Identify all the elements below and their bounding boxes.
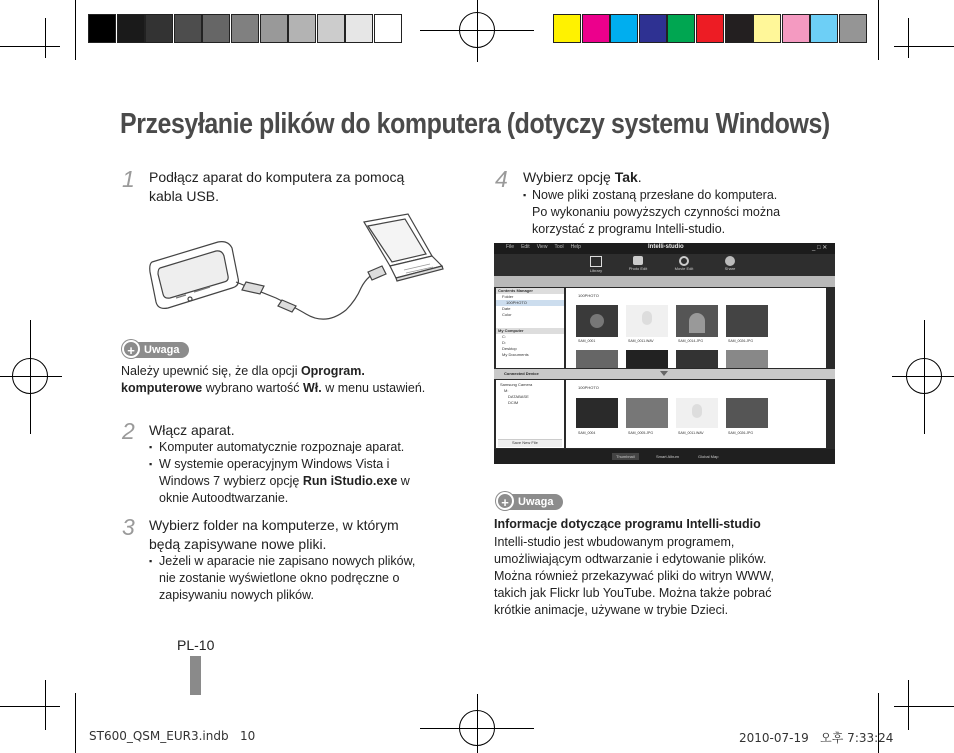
top-thumbnail-pane — [566, 288, 826, 368]
step-number: 1 — [122, 166, 135, 192]
thumbnail-caption: SAM_0004 — [578, 431, 596, 435]
color-swatch — [202, 14, 230, 43]
step-number: 2 — [122, 418, 135, 444]
note-text: Intelli-studio jest wbudowanym programem, umożliwiającym odtwarzanie i edytowanie plików. Można również przekazywać pliki do witryn WWW, takich jak Flickr lub YouTube. Można także pobrać krótkie animacje, używane w trybie Dzieci. — [494, 535, 774, 617]
crop-mark — [75, 0, 76, 60]
color-swatch — [117, 14, 145, 43]
color-swatch — [317, 14, 345, 43]
step-text: Włącz aparat. — [149, 422, 235, 438]
thumbnail-caption: SAM_0026.JPG — [728, 431, 754, 435]
thumbnail[interactable] — [626, 350, 668, 368]
crop-mark — [45, 18, 46, 58]
note-heading: Informacje dotyczące programu Intelli-studio — [494, 517, 761, 531]
note-text: Należy upewnić się, że dla opcji Oprogram. komputerowe wybrano wartość Wł. w menu ustawień. — [121, 364, 426, 395]
color-swatch — [610, 14, 638, 43]
crop-mark — [878, 0, 879, 60]
crop-mark — [894, 46, 954, 47]
bullet-icon: ▪ — [149, 459, 153, 469]
bullet-text: Komputer automatycznie rozpoznaje aparat. — [159, 440, 405, 454]
bullet-icon: ▪ — [149, 442, 153, 452]
thumbnail-caption: SAM_0001 — [578, 339, 596, 343]
thumbnail[interactable] — [626, 305, 668, 337]
note-badge: + Uwaga — [496, 494, 563, 510]
note-badge: + Uwaga — [122, 342, 189, 358]
crop-mark — [0, 706, 60, 707]
thumbnail[interactable] — [726, 398, 768, 428]
crop-mark — [75, 693, 76, 753]
thumbnail[interactable] — [726, 350, 768, 368]
crop-mark — [908, 18, 909, 58]
thumbnail-caption: SAM_0014.JPG — [678, 339, 704, 343]
side-tab — [190, 656, 201, 695]
chevron-down-icon[interactable] — [660, 371, 668, 376]
plus-icon: + — [496, 492, 514, 510]
registration-mark — [477, 694, 478, 753]
mode-toolbar — [494, 254, 835, 276]
crop-mark — [908, 680, 909, 730]
color-swatch — [839, 14, 867, 43]
color-swatch — [145, 14, 173, 43]
bottom-tree-pane: Samsung Camera M: DATABASE DCIM Save New File — [496, 380, 564, 448]
step-number: 3 — [122, 514, 135, 540]
color-swatch — [231, 14, 259, 43]
thumbnail-caption: SAM_0026.JPG — [728, 339, 754, 343]
color-swatch — [696, 14, 724, 43]
color-swatch — [174, 14, 202, 43]
color-swatch — [753, 14, 781, 43]
thumbnail[interactable] — [676, 305, 718, 337]
registration-mark — [0, 376, 62, 377]
mode-movie-edit[interactable]: Movie Edit — [670, 256, 698, 271]
thumbnail[interactable] — [676, 398, 718, 428]
crop-mark — [0, 46, 60, 47]
intelli-studio-screenshot — [494, 243, 835, 464]
footer-timestamp: 2010-07-19 오후 7:33:24 — [739, 731, 894, 745]
mode-photo-edit[interactable]: Photo Edit — [624, 256, 652, 271]
registration-mark — [892, 376, 954, 377]
color-swatch — [345, 14, 373, 43]
color-swatch — [88, 14, 116, 43]
step-number: 4 — [495, 166, 508, 192]
crop-mark — [894, 706, 954, 707]
step-text: Wybierz opcję Tak. — [523, 169, 642, 185]
folder-label: 100PHOTO — [578, 293, 599, 298]
color-swatch — [810, 14, 838, 43]
step-text: Podłącz aparat do komputera za pomocą kabla USB. — [149, 169, 405, 204]
tab-smart-album[interactable]: Smart Album — [656, 454, 679, 459]
view-tabs — [494, 449, 835, 464]
bullet-text: W systemie operacyjnym Windows Vista i Windows 7 wybierz opcję Run iStudio.exe w oknie Autoodtwarzanie. — [159, 457, 410, 505]
tab-thumbnail[interactable]: Thumbnail — [612, 453, 639, 460]
thumbnail[interactable] — [676, 350, 718, 368]
color-swatch — [374, 14, 402, 43]
thumbnail[interactable] — [576, 398, 618, 428]
color-swatch — [582, 14, 610, 43]
page-title: Przesyłanie plików do komputera (dotyczy systemu Windows) — [120, 108, 830, 140]
import-button[interactable]: Save New File — [498, 439, 562, 447]
bottom-thumbnail-pane — [566, 380, 826, 448]
tab-global-map[interactable]: Global Map — [698, 454, 719, 459]
thumbnail-caption: SAM_0011.WAV — [628, 339, 654, 343]
registration-mark — [924, 320, 925, 434]
thumbnail[interactable] — [576, 305, 618, 337]
thumbnail-caption: SAM_0005.JPG — [628, 431, 654, 435]
thumbnail-caption: SAM_0011.WAV — [678, 431, 704, 435]
mode-library[interactable]: Library — [582, 256, 610, 273]
color-swatch — [667, 14, 695, 43]
footer-file-info: ST600_QSM_EUR3.indb 10 — [89, 729, 256, 743]
bullet-text: Jeżeli w aparacie nie zapisano nowych plików, nie zostanie wyświetlone okno podręczne o zapisywaniu nowych plików. — [159, 554, 416, 602]
bullet-icon: ▪ — [523, 190, 527, 200]
connected-device-bar: Connected Device — [494, 369, 835, 379]
step-text: Wybierz folder na komputerze, w którym będą zapisywane nowe pliki. — [149, 517, 399, 552]
color-swatch — [553, 14, 581, 43]
bullet-icon: ▪ — [149, 556, 153, 566]
camera-usb-laptop-illustration — [146, 212, 446, 330]
thumbnail[interactable] — [726, 305, 768, 337]
top-tree-pane: Contents Manager Folder 100PHOTO Date Color My Computer C: D: Desktop My Documents — [496, 288, 564, 368]
bullet-text: Nowe pliki zostaną przesłane do komputera. Po wykonaniu powyższych czynności można korzystać z programu Intelli-studio. — [532, 188, 781, 236]
color-swatch — [288, 14, 316, 43]
color-swatch — [260, 14, 288, 43]
thumbnail[interactable] — [576, 350, 618, 368]
plus-icon: + — [122, 340, 140, 358]
nav-bar — [494, 276, 835, 287]
menu-items: File Edit View Tool Help — [506, 244, 581, 250]
color-swatch — [639, 14, 667, 43]
page-number: PL-10 — [177, 637, 215, 653]
window-controls[interactable]: _ □ ✕ — [812, 245, 828, 251]
registration-mark — [477, 0, 478, 62]
color-swatch — [782, 14, 810, 43]
thumbnail[interactable] — [626, 398, 668, 428]
app-brand: Intelli-studio — [648, 244, 684, 250]
mode-share[interactable]: Share — [716, 256, 744, 271]
color-swatch — [725, 14, 753, 43]
folder-label: 100PHOTO — [578, 385, 599, 390]
registration-mark — [30, 320, 31, 434]
crop-mark — [45, 680, 46, 730]
app-menu-bar — [494, 243, 835, 254]
